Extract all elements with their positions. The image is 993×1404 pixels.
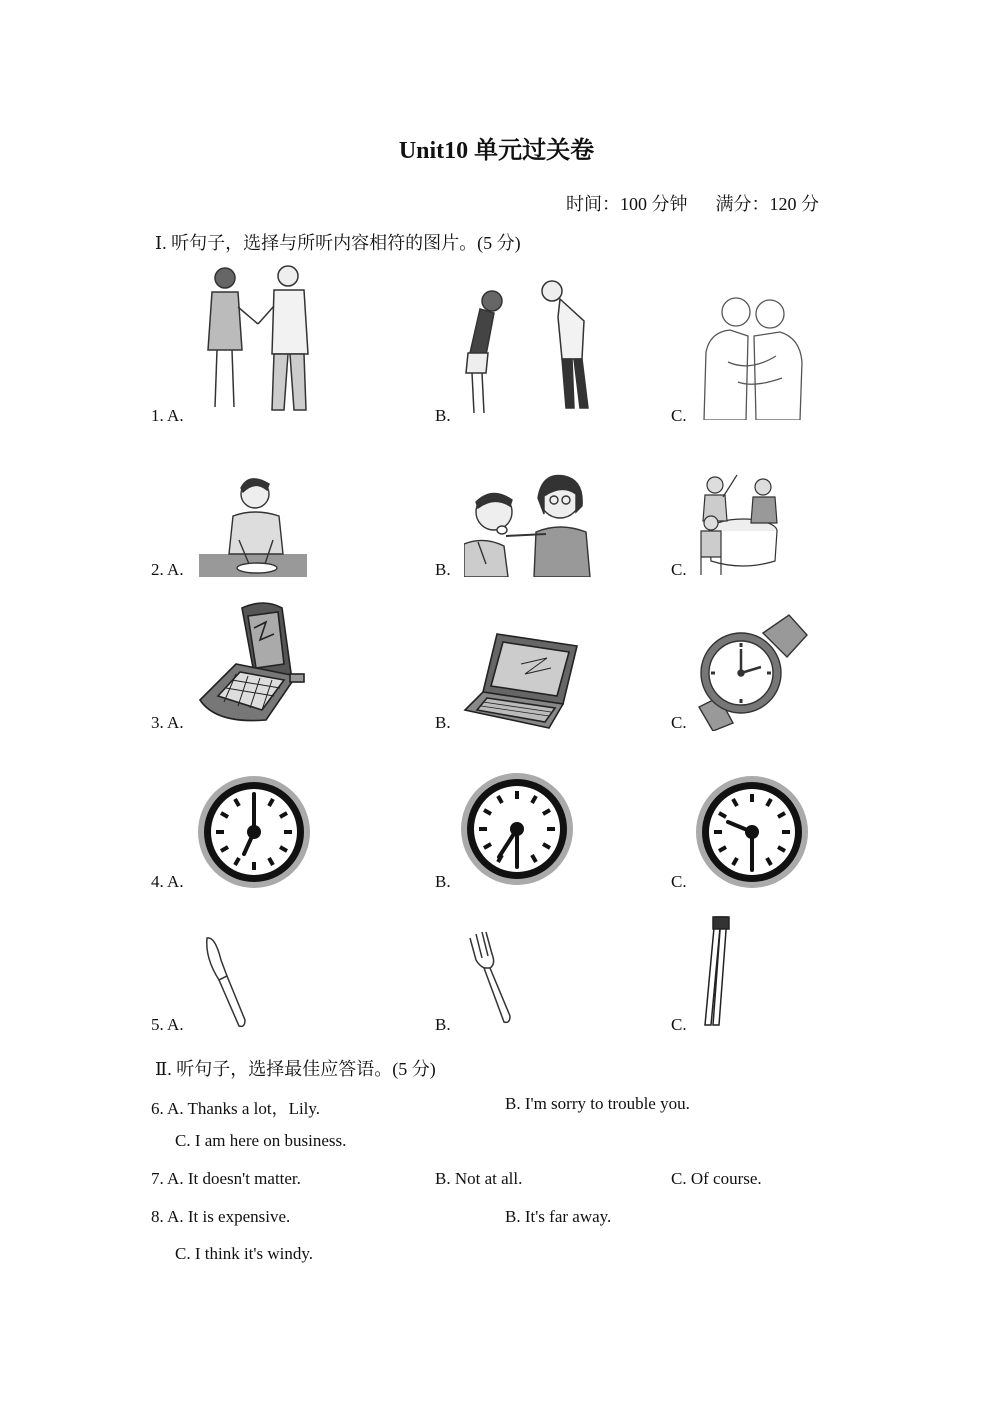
bowing-picture <box>458 273 598 418</box>
handshake-picture <box>200 262 320 417</box>
q5-label-a: 5. A. <box>151 1015 184 1034</box>
clock-b-picture <box>459 771 575 887</box>
exam-time: 时间：100 分钟 <box>566 194 688 214</box>
exam-score: 满分：120 分 <box>715 194 819 214</box>
section1-heading: Ⅰ. 听句子，选择与所听内容相符的图片。(5 分) <box>155 233 521 253</box>
chopsticks-picture <box>697 915 733 1027</box>
q6-option-b: B. I'm sorry to trouble you. <box>505 1094 690 1113</box>
fork-picture <box>466 930 516 1025</box>
q1-label-c: C. <box>671 406 687 425</box>
exam-meta <box>566 190 819 216</box>
q2-label-a: 2. A. <box>151 560 184 579</box>
page-title: Unit10 单元过关卷 <box>398 138 595 164</box>
q5-label-b: B. <box>435 1015 451 1034</box>
q8-option-c: C. I think it's windy. <box>175 1244 313 1263</box>
q7-option-a: 7. A. It doesn't matter. <box>151 1169 301 1188</box>
q7-option-b: B. Not at all. <box>435 1169 523 1188</box>
q4-label-b: B. <box>435 872 451 891</box>
laptop-picture <box>463 630 579 730</box>
q4-label-a: 4. A. <box>151 872 184 891</box>
clock-a-picture <box>196 774 312 890</box>
knife-picture <box>201 934 251 1029</box>
q3-label-b: B. <box>435 713 451 732</box>
hug-picture <box>698 292 808 420</box>
q2-label-c: C. <box>671 560 687 579</box>
q3-label-c: C. <box>671 713 687 732</box>
q5-label-c: C. <box>671 1015 687 1034</box>
q8-option-a: 8. A. It is expensive. <box>151 1207 291 1226</box>
clock-c-picture <box>694 774 810 890</box>
boy-eating-picture <box>199 470 307 577</box>
q3-label-a: 3. A. <box>151 713 184 732</box>
feeding-picture <box>464 472 594 577</box>
q1-label-a: 1. A. <box>151 406 184 425</box>
q4-label-c: C. <box>671 872 687 891</box>
family-dinner-picture <box>697 465 787 575</box>
q8-option-b: B. It's far away. <box>505 1207 612 1226</box>
section2-heading: Ⅱ. 听句子，选择最佳应答语。(5 分) <box>155 1059 436 1079</box>
mobile-phone-picture <box>196 600 308 725</box>
q2-label-b: B. <box>435 560 451 579</box>
wristwatch-picture <box>697 613 809 731</box>
q6-option-c: C. I am here on business. <box>175 1131 347 1150</box>
q6-option-a: 6. A. Thanks a lot，Lily. <box>151 1099 321 1118</box>
q1-label-b: B. <box>435 406 451 425</box>
q7-option-c: C. Of course. <box>671 1169 762 1188</box>
